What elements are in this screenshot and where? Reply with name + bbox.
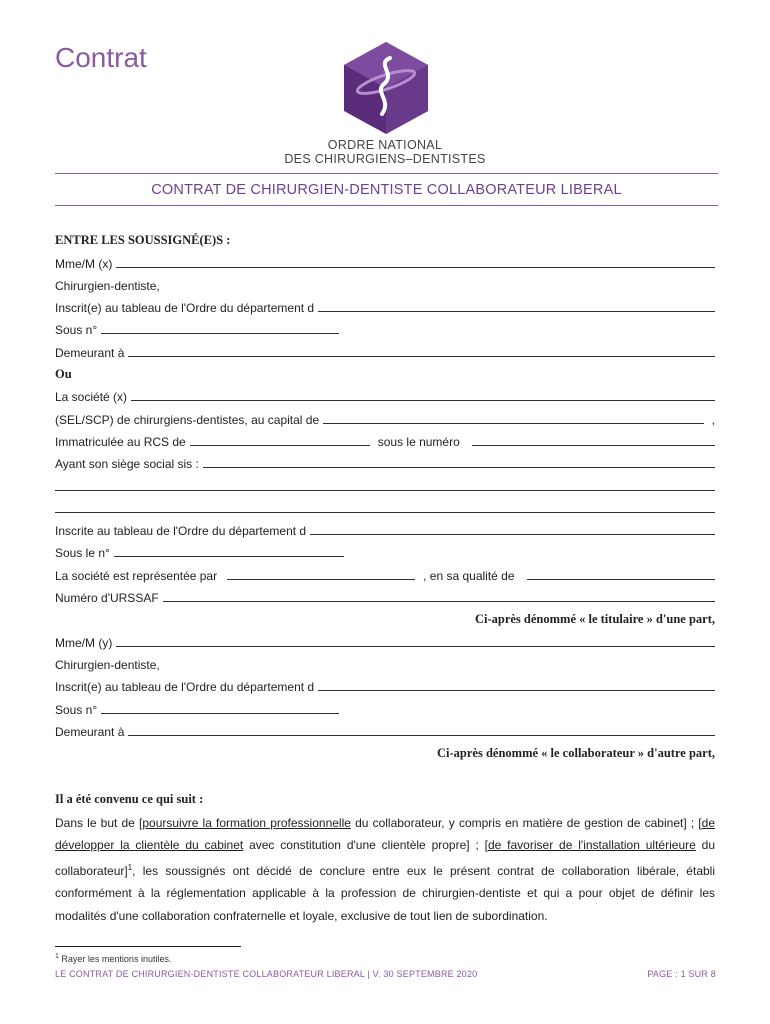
- titulaire-label: Ci-après dénommé « le titulaire » d'une part,: [474, 612, 715, 627]
- footer-title: LE CONTRAT DE CHIRURGIEN-DENTISTE COLLABORATEUR LIBERAL | V. 30 SEPTEMBRE 2020: [55, 969, 478, 979]
- demeurant-2-field[interactable]: [128, 735, 715, 736]
- inscrite-label: Inscrite au tableau de l'Ordre du département d: [55, 524, 307, 539]
- sous-no-field[interactable]: [101, 333, 339, 334]
- mme-x-field[interactable]: [116, 267, 715, 268]
- societe-label: La société (x): [55, 390, 128, 405]
- representee-label: La société est représentée par: [55, 568, 218, 583]
- siege-field[interactable]: [203, 467, 715, 468]
- chirurgien-label: Chirurgien-dentiste,: [55, 278, 160, 293]
- top-divider: [55, 173, 718, 174]
- chirurgien-2-label: Chirurgien-dentiste,: [55, 657, 160, 672]
- mme-y-label: Mme/M (y): [55, 635, 113, 650]
- parties-heading: ENTRE LES SOUSSIGNÉ(E)S :: [55, 233, 231, 248]
- mme-y-field[interactable]: [116, 646, 715, 647]
- rcs-numero-label: sous le numéro: [377, 434, 460, 449]
- qualite-label: , en sa qualité de: [423, 568, 515, 583]
- capital-comma: ,: [711, 412, 715, 427]
- qualite-field[interactable]: [527, 579, 715, 580]
- inscrit-field[interactable]: [318, 311, 715, 312]
- sous-no-label: Sous n°: [55, 323, 98, 338]
- footnote: $^1$ Rayer les mentions inutiles.: [55, 953, 172, 964]
- demeurant-2-label: Demeurant à: [55, 724, 125, 739]
- rcs-numero-field[interactable]: [472, 445, 715, 446]
- footnote-ref: 1: [127, 862, 133, 872]
- option-clientele: de développer la clientèle du cabinet: [55, 816, 715, 853]
- document-title: CONTRAT DE CHIRURGIEN-DENTISTE COLLABORATEUR LIBERAL: [151, 182, 622, 198]
- capital-field[interactable]: [323, 423, 704, 424]
- inscrit-2-field[interactable]: [318, 690, 715, 691]
- inscrite-field[interactable]: [310, 534, 715, 535]
- capital-label: (SEL/SCP) de chirurgiens-dentistes, au capital de: [55, 412, 320, 427]
- representee-field[interactable]: [227, 579, 415, 580]
- title-divider: [55, 205, 718, 206]
- urssaf-label: Numéro d'URSSAF: [55, 591, 159, 606]
- org-name: ORDRE NATIONAL DES CHIRURGIENS–DENTISTES: [284, 138, 486, 166]
- page-title: Contrat: [55, 42, 147, 73]
- sous-no-2-field[interactable]: [101, 713, 339, 714]
- urssaf-field[interactable]: [163, 601, 715, 602]
- siege-label: Ayant son siège social sis :: [55, 457, 199, 472]
- collaborateur-label: Ci-après dénommé « le collaborateur » d'autre part,: [437, 746, 715, 761]
- sous-no-2-label: Sous n°: [55, 702, 98, 717]
- footnote-divider: [55, 946, 241, 947]
- ordre-logo-icon: [340, 40, 432, 136]
- mme-x-label: Mme/M (x): [55, 256, 113, 271]
- agreement-heading: Il a été convenu ce qui suit :: [55, 792, 204, 806]
- inscrit-2-label: Inscrit(e) au tableau de l'Ordre du département d: [55, 680, 315, 695]
- rcs-field[interactable]: [190, 445, 370, 446]
- inscrit-label: Inscrit(e) au tableau de l'Ordre du département d: [55, 301, 315, 316]
- option-formation: poursuivre la formation professionnelle: [142, 816, 351, 830]
- parties-form: [55, 226, 715, 761]
- page-number: PAGE : 1 SUR 8: [647, 969, 716, 979]
- siege-field-2[interactable]: [55, 490, 715, 491]
- sous-le-no-field[interactable]: [114, 556, 344, 557]
- demeurant-field[interactable]: [128, 356, 715, 357]
- rcs-label: Immatriculée au RCS de: [55, 434, 186, 449]
- siege-field-3[interactable]: [55, 512, 715, 513]
- sous-le-no-label: Sous le n°: [55, 546, 110, 561]
- option-installation: de favoriser de l'installation ultérieure: [487, 838, 696, 853]
- demeurant-label: Demeurant à: [55, 345, 125, 360]
- societe-field[interactable]: [131, 400, 715, 401]
- ou-label: Ou: [55, 367, 72, 382]
- agreement-paragraph: Dans le but de [poursuivre la formation professionnelle du collaborateur, y compris en matière de gestion de cabinet] ; [de développer la clientèle du cabinet avec constitution d'une clientèle propre] ; [de favoriser de l'installation ultérieure du collaborateur]$^1$, les soussignés ont décidé de conclure entre eux le présent contrat de collaboration libérale, établi conformément à la réglementation applicable à la profession de chirurgien-dentiste et qui a pour objet de définir les modalités d'une collaboration confraternelle et loyale, exclusive de tout lien de subordination.: [55, 816, 716, 923]
